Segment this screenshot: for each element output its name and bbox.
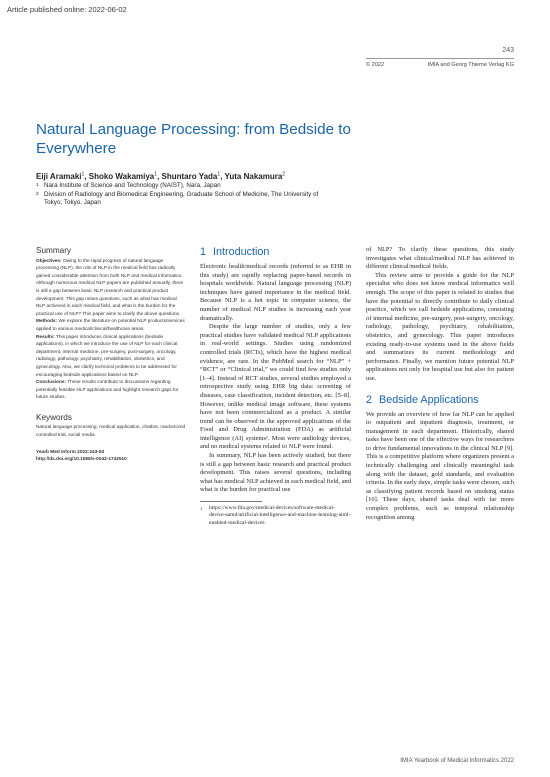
author-list xyxy=(36,171,285,181)
summary-conclusions: Conclusions: These results contribute to discussions regarding potentially feasible NLP applications and highlight research gaps for future studies. xyxy=(36,380,179,401)
page-number: 243 xyxy=(502,47,514,54)
paragraph: We provide an overview of how far NLP can be applied to outpatient and inpatient diagnosis, treatment, or management in each department. Historically, shared tasks have been one of the effective ways for researchers to drive fundamental innovations in the clinical NLP [9]. This is a competitive platform where organizers present a technically challenging and clinically meaningful task along with the dataset, gold standards, and evaluation criteria. In the early days, simple tasks were chosen, such as classifying patient records based on smoking status [10]. These days, shared tasks deal with far more complex problems, such as temporal relationship recognition among xyxy=(366,410,514,521)
paragraph: Despite the large number of studies, only a few practical studies have validated medical NLP applications in real-world settings. Studies using randomized controlled trials (RCTs), which have the highest medical evidence, are rare. In the PubMed search for “NLP” + “RCT” or “Clinical trial,” we could find few studies only [1–4]. Instead of RCT studies, several studies employed a retrospective study using EHR big data: screening of diseases, case classification, incident detection, etc. [5–8]. However, unlike medical image software, these systems have not been commercialized as a product. A similar trend can be observed in the approved applications of the Food and Drug Administration (FDA) as artificial intelligence (AI) systems¹. Most were audiology devices, and no medical systems related to NLP were found. xyxy=(200,323,351,451)
citation: Yearb Med Inform 2022:243-53 xyxy=(36,449,105,455)
footnote-rule xyxy=(200,501,262,502)
summary-results: Results: This paper introduces clinical applications (bedside applications), in which we introduce the use of NLP for each clinical department, internal medicine, pre-surgery, post-surgery, oncology, radiology, pathology, psychiatry, rehabilitation, obstetrics, and gynecology. Also, we clarify technical problems to be addressed for encouraging bedside applications based on NLP. xyxy=(36,334,178,378)
summary-heading: Summary xyxy=(36,246,72,255)
doi-link[interactable]: http://dx.doi.org/10.1055/s-0042-1742510 xyxy=(36,457,127,463)
summary-column xyxy=(36,247,187,464)
paragraph: of NLP? To clarify these questions, this study investigates what clinical/medical NLP has achieved in different clinical/medical fields. xyxy=(366,246,514,271)
affiliations xyxy=(36,182,336,208)
author: Shuntaro Yada$^1$, xyxy=(161,171,225,181)
affiliation: 2 Division of Radiology and Biomedical Engineering, Graduate School of Medicine, The University of Tokyo, Tokyo, Japan xyxy=(36,190,319,207)
paragraph: In summary, NLP has been actively studied, but there is still a gap between basic research and practical product development. This raises several questions, including what has medical NLP achieved in each medical field, and what is the burden for practical use xyxy=(200,452,351,494)
journal-footer: IMIA Yearbook of Medical Informatics 2022 xyxy=(400,758,514,764)
keywords: Natural language processing, medical application, chatbot, randomized controlled trial, social media xyxy=(36,425,186,439)
keywords-heading: Keywords xyxy=(36,412,72,422)
paragraph: Electronic health/medical records (referred to as EHR in this study) are rapidly replacing paper-based records in hospitals worldwide. Natural language processing (NLP) techniques have gained importance in the medical field. Because NLP is a hot topic in computer science, the number of medical NLP studies is increasing each year dramatically. xyxy=(200,263,351,322)
publisher: IMIA and Georg Thieme Verlag KG xyxy=(427,62,514,68)
citation-block xyxy=(36,449,187,464)
author: Shoko Wakamiya$^1$, xyxy=(88,171,162,181)
affiliation: 1 Nara Institute of Science and Technology (NAIST), Nara, Japan xyxy=(36,182,221,189)
copyright: © 2022 xyxy=(366,62,385,68)
section-heading-bedside-applications: 2 Bedside Applications xyxy=(366,393,479,406)
article-title: Natural Language Processing: from Bedside to Everywhere xyxy=(36,121,351,157)
author: Eiji Aramaki$^1$, xyxy=(36,171,89,181)
footnote-link[interactable]: https://www.fda.gov/medical-devices/software-medical-device-samd/artificial-intelligence-and-machine-learning-aiml-enabled-medical-devices xyxy=(209,505,351,526)
footnote: 1 https://www.fda.gov/medical-devices/software-medical-device-samd/artificial-intelligence-and-machine-learning-aiml-enabled-medical-devices xyxy=(200,505,351,526)
section-heading-introduction: 1 Introduction xyxy=(200,246,270,258)
header-rule xyxy=(366,58,514,59)
author: Yuta Nakamura$^2$ xyxy=(224,171,286,181)
summary-methods: Methods: We explore the literature on potential NLP products/services applied to various medical/clinical/healthcare areas. xyxy=(36,319,185,332)
published-online-note: Article published online: 2022-06-02 xyxy=(7,5,127,14)
summary-objectives: Objectives: Owing to the rapid progress of natural language processing (NLP), the role of NLP in the medical field has radically gained considerable attention from both NLP and medical informatics. Although numerous medical NLP papers are published annually, there is still a gap between basic NLP research and practical product development. This gap raises questions, such as what has medical NLP achieved in each medical field, and what is the burden for the practical use of NLP? This paper aims to clarify the above questions. xyxy=(36,258,184,317)
paragraph: This review aims to provide a guide for the NLP specialist who does not know medical informatics well enough. The scope of this paper is related to studies that have the potential to directly contribute to daily clinical practice, which we call bedside applications, consisting of internal medicine, pre-surgery, post-surgery, oncology, radiology, pathology, psychiatry, rehabilitation, obstetrics, and gynecology. This paper introduces existing ready-to-use systems used in the above fields and summarizes its current methodology and performance. Finally, we mention future potential NLP applications not only for hospital use but also for patient use. xyxy=(366,271,514,382)
right-column xyxy=(366,246,514,522)
introduction-column xyxy=(200,246,351,527)
